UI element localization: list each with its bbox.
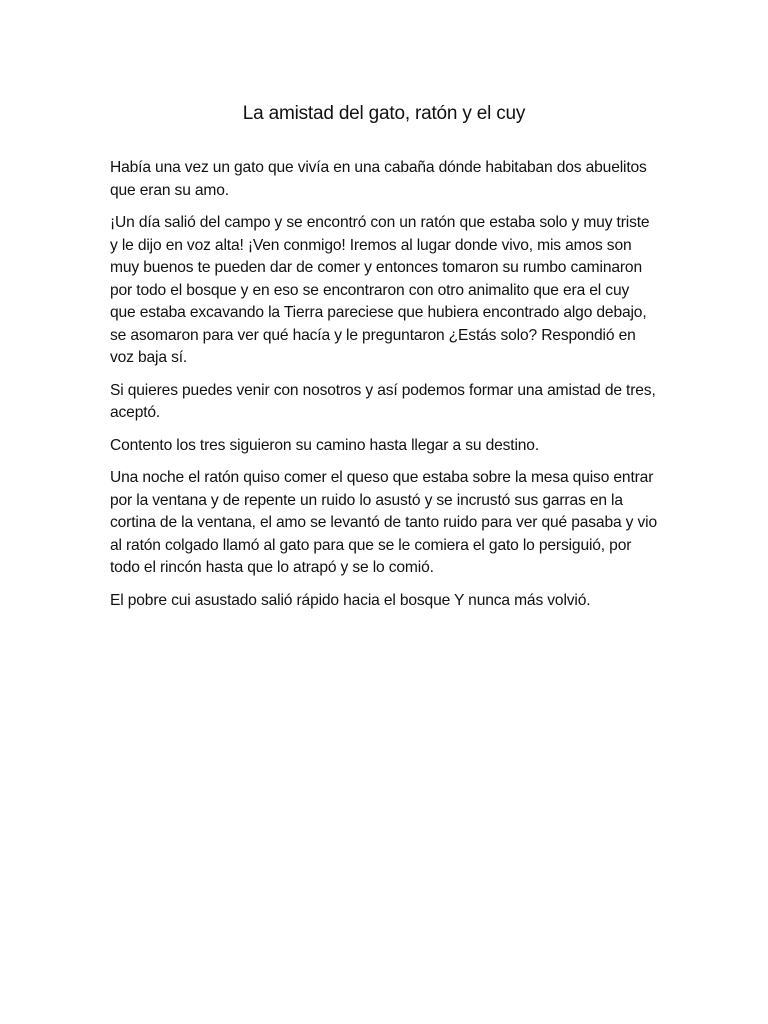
document-title: La amistad del gato, ratón y el cuy [242,103,526,124]
paragraph: El pobre cui asustado salió rápido hacia el bosque Y nunca más volvió. [110,591,591,609]
paragraph: ¡Un día salió del campo y se encontró con un ratón que estaba solo y muy triste y le dijo en voz alta! ¡Ven conmigo! Iremos al lugar donde vivo, mis amos son muy buenos te pueden dar de comer y entonces tomaron su rumbo caminaron por todo el bosque y en eso se encontraron con otro animalito que era el cuy que estaba excavando la Tierra pareciese que hubiera encontrado algo debajo, se asomaron para ver qué hacía y le preguntaron ¿Estás solo? Respondió en voz baja sí. [110,214,650,366]
paragraph: Había una vez un gato que vivía en una cabaña dónde habitaban dos abuelitos que eran su amo. [110,159,647,199]
paragraph: Una noche el ratón quiso comer el queso que estaba sobre la mesa quiso entrar por la ventana y de repente un ruido lo asustó y se incrustó sus garras en la cortina de la ventana, el amo se levantó de tanto ruido para ver qué pasaba y vio al ratón colgado llamó al gato para que se le comiera el gato lo persiguió, por todo el rincón hasta que lo atrapó y se lo comió. [110,469,657,576]
paragraph: Contento los tres siguieron su camino hasta llegar a su destino. [110,436,540,454]
document-body [110,157,658,622]
paragraph: Si quieres puedes venir con nosotros y así podemos formar una amistad de tres, aceptó. [110,381,656,421]
